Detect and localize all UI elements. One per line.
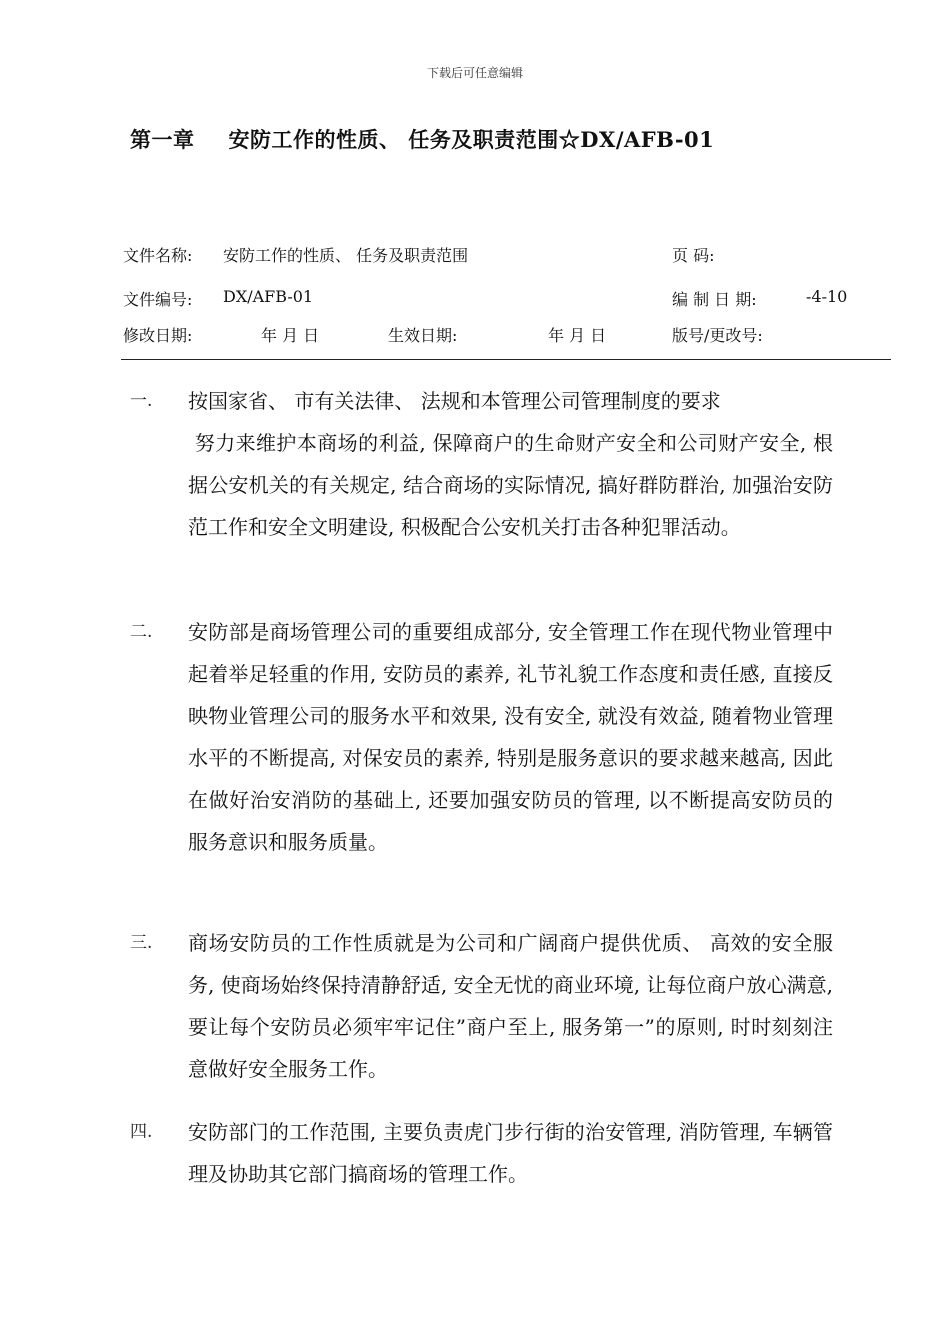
chapter-label: 第一章: [130, 127, 195, 152]
version-label: 版号/更改号:: [672, 326, 763, 345]
list-item-text: 商场安防员的工作性质就是为公司和广阔商户提供优质、 高效的安全服务, 使商场始终保持清静舒适, 安全无忧的商业环境, 让每位商户放心满意, 要让每个安防员必须牢牢记住”商户至上, 服务第一”的原则, 时时刻刻注意做好安全服务工作。: [188, 931, 840, 1081]
list-item: [130, 611, 833, 863]
effective-date-label: 生效日期:: [388, 326, 458, 345]
modify-date-value: 年 月 日: [261, 326, 320, 345]
header-divider: [121, 359, 891, 360]
file-number-value: DX/AFB-01: [223, 287, 314, 306]
list-item-number: 二.: [130, 622, 153, 642]
chapter-title: 安防工作的性质、 任务及职责范围☆DX/AFB-01: [228, 127, 715, 152]
edit-date-value: -4-10: [806, 287, 848, 306]
list-item-text: 安防部是商场管理公司的重要组成部分, 安全管理工作在现代物业管理中起着举足轻重的作用, 安防员的素养, 礼节礼貌工作态度和责任感, 直接反映物业管理公司的服务水平和效果, 没有安全, 就没有效益, 随着物业管理水平的不断提高, 对保安员的素养, 特别是服务意识的要求越来越高, 因此在做好治安消防的基础上, 还要加强安防员的管理, 以不断提高安防员的服务意识和服务质量。: [188, 620, 833, 854]
edit-date-label: 编 制 日 期:: [672, 290, 757, 309]
list-item: [130, 922, 840, 1090]
list-item-text: 安防部门的工作范围, 主要负责虎门步行街的治安管理, 消防管理, 车辆管理及协助其它部门搞商场的管理工作。: [188, 1120, 833, 1186]
list-item-number: 四.: [130, 1122, 153, 1142]
page-number-label: 页 码:: [672, 246, 715, 265]
list-item-number: 一.: [130, 391, 153, 411]
list-item: [130, 1111, 833, 1195]
document-title: [130, 124, 714, 154]
file-name-value: 安防工作的性质、 任务及职责范围: [223, 246, 469, 265]
list-item: [130, 380, 834, 548]
list-item-text: 按国家省、 市有关法律、 法规和本管理公司管理制度的要求 努力来维护本商场的利益, 保障商户的生命财产安全和公司财产安全, 根据公安机关的有关规定, 结合商场的实际情况, 搞好群防群治, 加强治安防范工作和安全文明建设, 积极配合公安机关打击各种犯罪活动。: [188, 389, 834, 539]
file-number-label: 文件编号:: [123, 290, 193, 309]
header-note: 下载后可任意编辑: [426, 66, 523, 80]
list-item-number: 三.: [130, 933, 153, 953]
effective-date-value: 年 月 日: [548, 326, 607, 345]
file-name-label: 文件名称:: [123, 246, 193, 265]
modify-date-label: 修改日期:: [123, 326, 193, 345]
